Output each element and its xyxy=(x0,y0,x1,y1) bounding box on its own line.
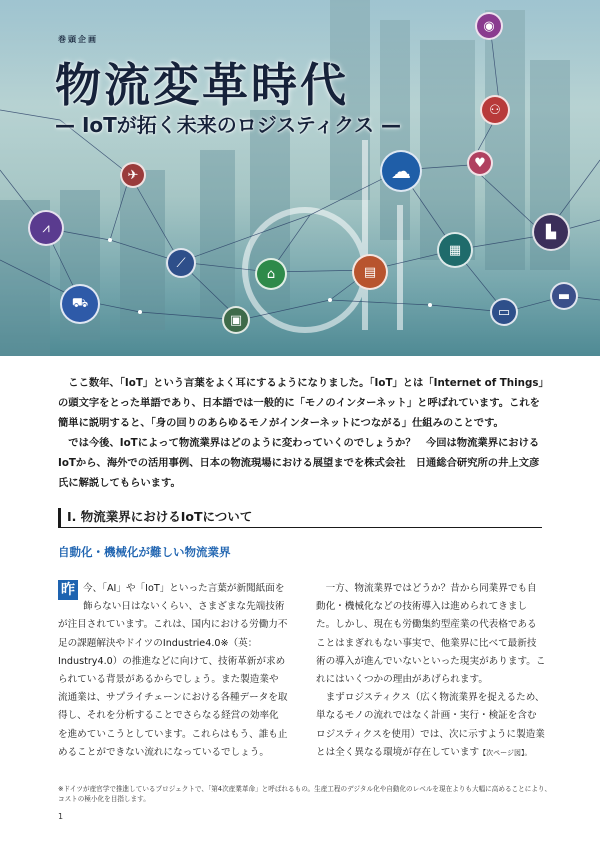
section-heading: I. 物流業界におけるIoTについて xyxy=(58,508,542,528)
wifi-icon: ◉ xyxy=(475,12,503,40)
figure-reference: 【次ページ図】。 xyxy=(479,748,532,757)
train-icon: ▣ xyxy=(222,306,250,334)
intro-paragraph-2: では今後、IoTによって物流業界はどのように変わっていくのでしょうか？ 今回は物流業界におけるIoTから、海外での活用事例、日本の物流現場における展望までを株式会社 日通総合研究所の井上文彦氏に解説してもらいます。 xyxy=(58,437,540,489)
page-number: 1 xyxy=(58,812,64,821)
intro-paragraph-1: ここ数年、「IoT」という言葉をよく耳にするようになりました。「IoT」とは「Internet of Things」の頭文字をとった単語であり、日本語では一般的に「モノのインターネット」と呼ばれています。これを簡単に説明すると、「身の回りのあらゆるモノがインターネットにつながる」仕組みのことです。 xyxy=(58,377,544,429)
family-icon: ⚇ xyxy=(480,95,510,125)
truck-icon: ▬ xyxy=(550,282,578,310)
solar-panel-icon: ▤ xyxy=(352,254,388,290)
page-subtitle: — IoTが拓く未来のロジスティクス — xyxy=(55,113,401,137)
body-paragraph-right-1: 一方、物流業界ではどうか？昔から同業界でも自動化・機械化などの技術導入は進められてきました。しかし、現在も労働集約型産業の代表格であることはまぎれもない事実で、他業界に比べて最新技術の導入が進んでいないといった現実があります。これにはいくつかの理由があげられます。 xyxy=(316,583,546,686)
road-icon: ⟋ xyxy=(166,248,196,278)
body-text-left: 今、「AI」や「IoT」といった言葉が新聞紙面を飾らない日はないくらい、さまざまな先端技術が注目されています。これは、国内における労働力不足の課題解決やドイツのIndustrie4.0※（英：Industry4.0）の推進などに向けて、技術革新が求められている背景があるからでしょう。また製造業や流通業は、サプライチェーンにおける各種データを取得し、それを分析することでさらなる経営の効率化を進めていこうとしています。これらはもう、誰も止めることができない流れになっているでしょう。 xyxy=(58,583,288,758)
section-subheading: 自動化・機械化が難しい物流業界 xyxy=(58,545,231,559)
footnote: ※ドイツが産官学で推進しているプロジェクトで、「第4次産業革命」と呼ばれるもの。生産工程のデジタル化や自動化のレベルを現在よりも大幅に高めることにより、コストの極小化を目指します。 xyxy=(58,785,552,803)
car-icon: ⛟ xyxy=(60,284,100,324)
heart-icon: ♥ xyxy=(467,150,493,176)
body-column-right xyxy=(316,580,546,762)
building-icon: ▦ xyxy=(437,232,473,268)
factory-icon: ▙ xyxy=(532,213,570,251)
body-paragraph-right-2: まずロジスティクス（広く物流業界を捉えるため、単なるモノの流れではなく計画・実行・検証を含むロジスティクスを使用）では、次に示すように製造業とは全く異なる環境が存在しています xyxy=(316,692,545,758)
house-icon: ⌂ xyxy=(255,258,287,290)
kicker-label: 巻頭企画 xyxy=(58,35,98,44)
hero-image xyxy=(0,0,600,356)
monitor-icon: ▭ xyxy=(490,298,518,326)
body-column-left xyxy=(58,580,288,762)
drop-cap: 昨 xyxy=(58,580,78,600)
intro-text xyxy=(58,373,548,493)
bridge-icon: ⩘ xyxy=(28,210,64,246)
rocket-icon: ✈ xyxy=(120,162,146,188)
cloud-icon: ☁ xyxy=(380,150,422,192)
page-title: 物流変革時代 xyxy=(55,58,349,112)
